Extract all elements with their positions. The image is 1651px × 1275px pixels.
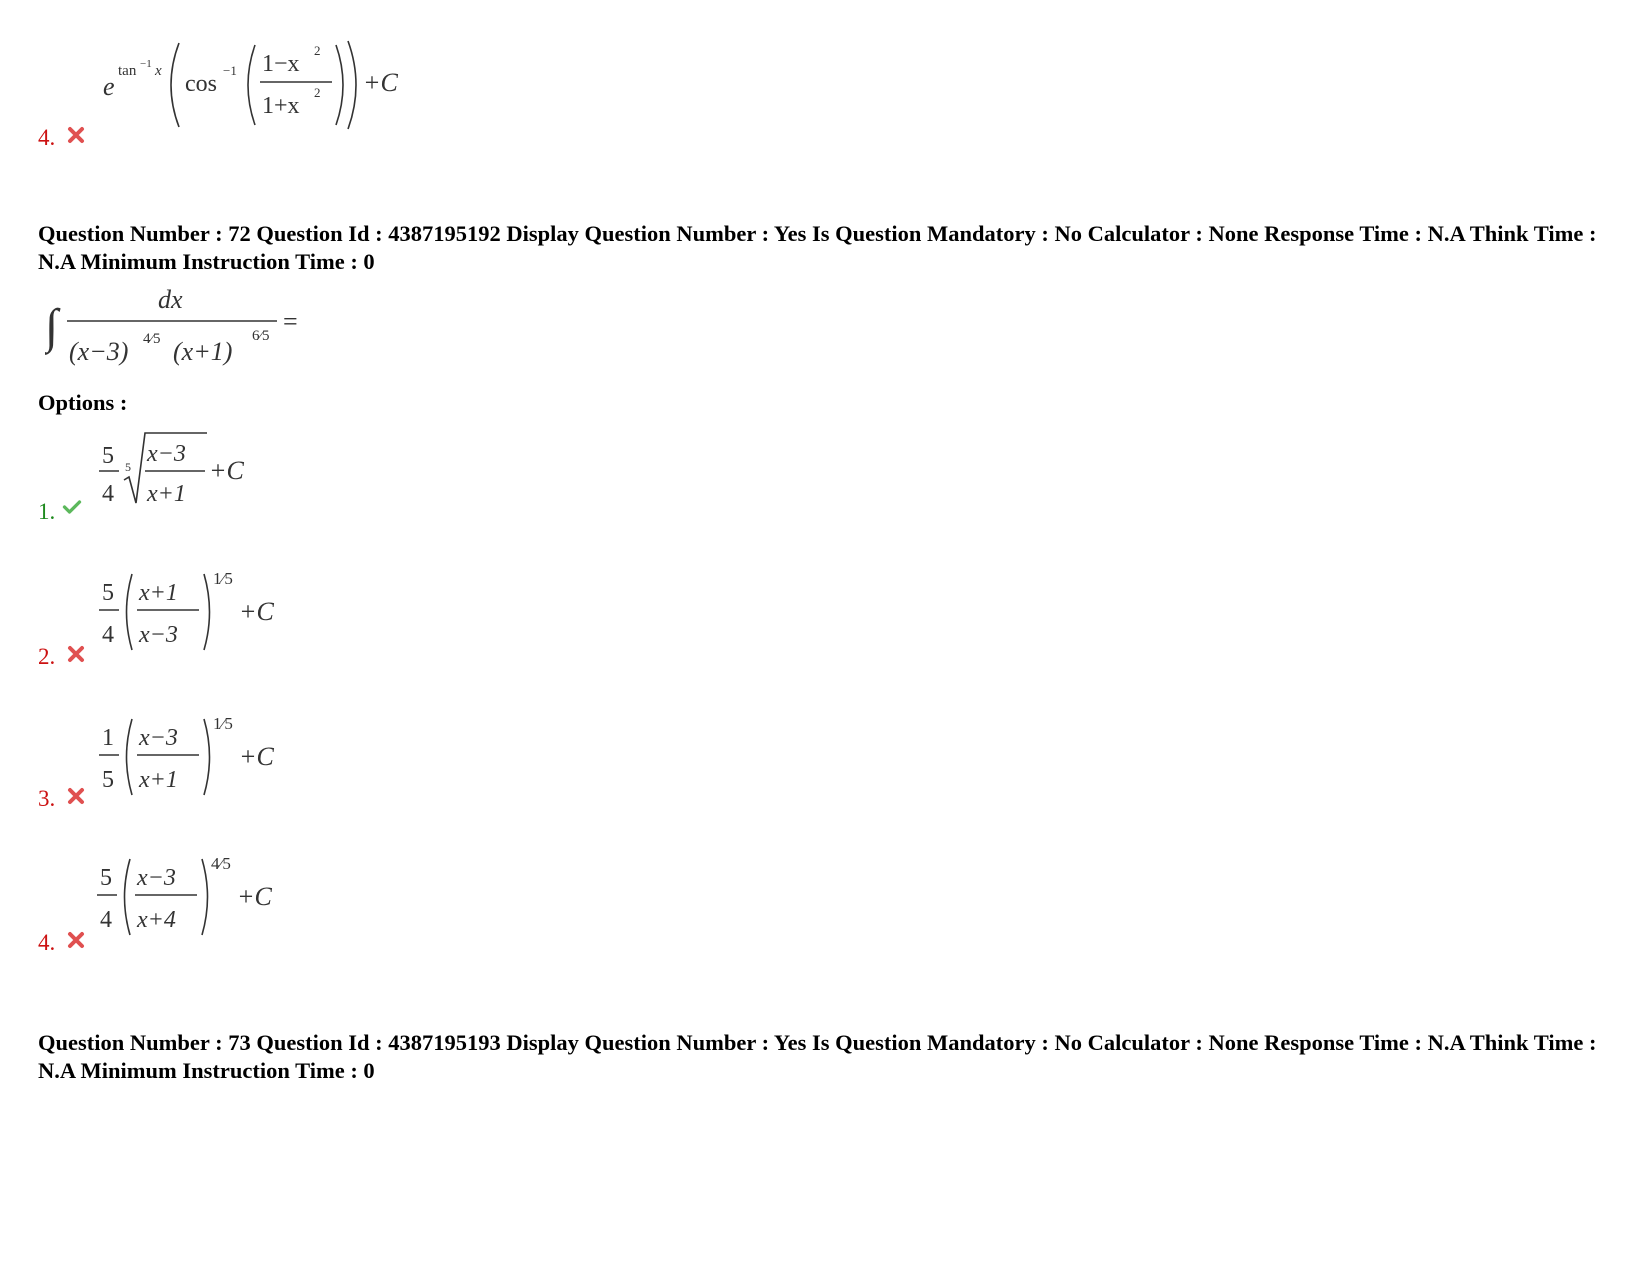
integrand-numerator: dx bbox=[158, 285, 183, 314]
option-4-num: x−3 bbox=[137, 865, 176, 891]
integrand-exponent-1: 4⁄5 bbox=[143, 331, 161, 347]
option-1-coef-num: 5 bbox=[102, 443, 114, 469]
integral-sign: ∫ bbox=[45, 300, 59, 353]
option-1-coef-den: 4 bbox=[102, 481, 114, 507]
option-2-number: 2. bbox=[38, 644, 56, 669]
question-72-meta: Question Number : 72 Question Id : 4387195192 Display Question Number : Yes Is Question Mandatory : No Calculator : None Response Time : N.A Think Time : N.A Minimum Instruction Time : 0 bbox=[38, 221, 1597, 274]
option-4-exp: 4⁄5 bbox=[211, 854, 231, 873]
option-4-coef-num: 5 bbox=[100, 865, 112, 891]
formula-func: cos bbox=[185, 71, 217, 97]
equals-sign: = bbox=[283, 307, 298, 336]
formula-exponent-var: x bbox=[155, 63, 162, 79]
prev-option-4-number: 4. bbox=[38, 125, 56, 150]
cross-icon bbox=[66, 125, 86, 145]
option-3-coef-num: 1 bbox=[102, 725, 114, 751]
option-1-num: x−3 bbox=[147, 441, 186, 467]
prev-option-4-formula bbox=[95, 35, 425, 135]
option-2-den: x−3 bbox=[139, 622, 178, 648]
formula-exponent: tan bbox=[118, 63, 137, 79]
formula-denominator: 1+x bbox=[262, 93, 300, 119]
formula-exponent-power: −1 bbox=[140, 58, 152, 70]
option-3-formula bbox=[95, 705, 295, 805]
option-4-tail: +C bbox=[237, 882, 272, 911]
formula-func-power: −1 bbox=[223, 63, 237, 78]
check-icon bbox=[62, 497, 82, 517]
cross-icon bbox=[66, 786, 86, 806]
option-3-number: 3. bbox=[38, 786, 56, 811]
formula-den-power: 2 bbox=[314, 85, 321, 100]
option-1-tail: +C bbox=[209, 456, 244, 485]
cross-icon bbox=[66, 930, 86, 950]
option-1-root-index: 5 bbox=[125, 460, 131, 474]
question-73-meta: Question Number : 73 Question Id : 4387195193 Display Question Number : Yes Is Question Mandatory : No Calculator : None Response Time : N.A Think Time : N.A Minimum Instruction Time : 0 bbox=[38, 1030, 1597, 1083]
formula-base: e bbox=[103, 72, 115, 101]
options-label: Options : bbox=[38, 390, 128, 415]
integrand-base-2: (x+1) bbox=[173, 337, 233, 366]
option-2-coef-num: 5 bbox=[102, 580, 114, 606]
option-3-exp: 1⁄5 bbox=[213, 714, 233, 733]
option-2-tail: +C bbox=[239, 597, 274, 626]
integrand-exponent-2: 6⁄5 bbox=[252, 328, 270, 344]
option-3-coef-den: 5 bbox=[102, 767, 114, 793]
option-2-formula bbox=[95, 560, 295, 660]
cross-icon bbox=[66, 644, 86, 664]
option-1-formula bbox=[95, 425, 275, 515]
option-4-den: x+4 bbox=[137, 907, 176, 933]
option-1-den: x+1 bbox=[147, 481, 186, 507]
option-2-coef-den: 4 bbox=[102, 622, 114, 648]
formula-numerator: 1−x bbox=[262, 51, 300, 77]
option-3-tail: +C bbox=[239, 742, 274, 771]
option-4-coef-den: 4 bbox=[100, 907, 112, 933]
formula-num-power: 2 bbox=[314, 43, 321, 58]
option-2-exp: 1⁄5 bbox=[213, 569, 233, 588]
option-4-formula bbox=[95, 845, 295, 945]
formula-tail: +C bbox=[363, 68, 398, 97]
option-1-number: 1. bbox=[38, 499, 56, 524]
question-72-formula bbox=[45, 280, 315, 375]
option-3-num: x−3 bbox=[139, 725, 178, 751]
integrand-base-1: (x−3) bbox=[69, 337, 129, 366]
option-3-den: x+1 bbox=[139, 767, 178, 793]
option-4-number: 4. bbox=[38, 930, 56, 955]
option-2-num: x+1 bbox=[139, 580, 178, 606]
